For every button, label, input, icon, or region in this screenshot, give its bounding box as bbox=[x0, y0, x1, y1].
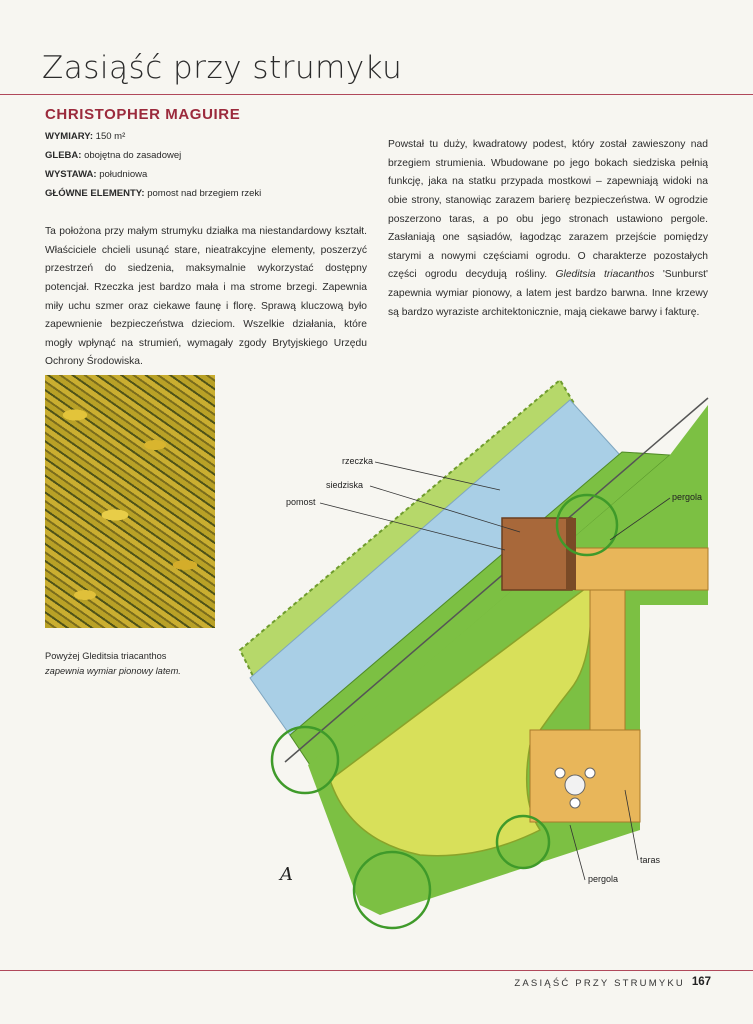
description-paragraph: Powstał tu duży, kwadratowy podest, który został zawieszony nad brzegiem strumienia. Wbudowane po jego bokach siedziska pełnią funkcję, jaka na statku przypada mostkowi – zapewniają widoki na obie strony, stanowiąc zarazem barierę bezpieczeństwa. W ogrodzie poszerzono taras, a po obu jego stronach ustawiono pergole. Zasłaniają one sąsiadów, łagodząc zarazem przejście pomiędzy starymi a nowymi częściami ogrodu. O charakterze pozostałych części ogrodu decydują rośliny. Gleditsia triacanthos 'Sunburst' zapewnia wymiar pionowy, a latem jest bardzo barwna. Inne krzewy są bardzo wyraziste architektonicznie, mają ciekawe barwy i fakturę. bbox=[388, 139, 708, 318]
photo-caption: Powyżej Gleditsia triacanthos zapewnia wymiar pionowy latem. bbox=[45, 651, 181, 676]
fact-main-elements: GŁÓWNE ELEMENTY: pomost nad brzegiem rzeki bbox=[45, 188, 262, 199]
running-title: ZASIĄŚĆ PRZY STRUMYKU bbox=[514, 978, 685, 989]
north-arrow: A bbox=[280, 864, 293, 885]
label-taras: taras bbox=[640, 855, 661, 865]
label-pomost: pomost bbox=[286, 497, 316, 507]
label-pergola-top: pergola bbox=[672, 492, 703, 502]
label-pergola-bottom: pergola bbox=[588, 874, 619, 884]
terrace-table bbox=[565, 775, 585, 795]
chair bbox=[555, 768, 565, 778]
terrace bbox=[530, 730, 640, 822]
gleditsia-photo bbox=[45, 375, 215, 628]
intro-paragraph: Ta położona przy małym strumyku działka ma niestandardowy kształt. Właściciele chcieli usunąć stare, nieatrakcyjne elementy, poszerzyć przestrzeń do siedzenia, maksymalnie wykorzystać dostępny potencjał. Rzeczka jest bardzo mała i ma strome brzegi. Zapewnia miły uchu szmer oraz ciekawe faunę i florę. Sprawą kluczową było zapewnienie bezpieczeństwa dzieciom. Wszelkie działania, które mogły wpłynąć na strumień, wymagały zgody Brytyjskiego Urzędu Ochrony Środowiska. bbox=[45, 226, 367, 368]
fact-soil: GLEBA: obojętna do zasadowej bbox=[45, 150, 182, 161]
footer-rule bbox=[0, 970, 753, 971]
page-title: Zasiąść przy strumyku bbox=[42, 50, 403, 86]
chair bbox=[570, 798, 580, 808]
garden-plan bbox=[230, 360, 753, 940]
title-rule bbox=[0, 94, 753, 95]
fact-dimensions: WYMIARY: 150 m² bbox=[45, 131, 126, 142]
deck bbox=[502, 518, 572, 590]
page-number: 167 bbox=[691, 976, 711, 988]
facts-list bbox=[45, 127, 261, 203]
fact-exposure: WYSTAWA: południowa bbox=[45, 169, 148, 180]
deck-seat-right bbox=[566, 518, 576, 590]
author-name: CHRISTOPHER MAGUIRE bbox=[45, 106, 241, 123]
chair bbox=[585, 768, 595, 778]
label-rzeczka: rzeczka bbox=[342, 456, 374, 466]
label-siedziska: siedziska bbox=[326, 480, 364, 490]
